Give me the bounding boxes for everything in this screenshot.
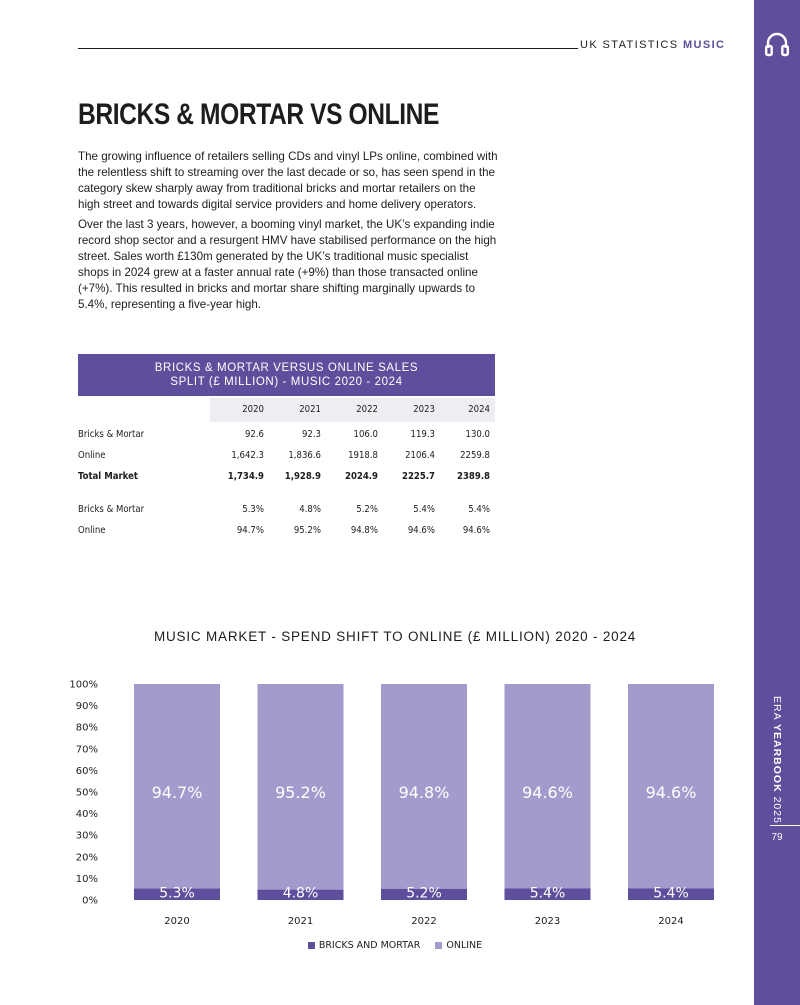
sidebar — [754, 0, 800, 1005]
table-cell: 2106.4 — [405, 450, 435, 461]
y-tick-label: 40% — [75, 809, 98, 821]
section-label — [580, 39, 725, 51]
headphones-icon — [764, 30, 790, 58]
section-label-text: UK STATISTICS — [580, 39, 679, 51]
legend-label: BRICKS AND MORTAR — [318, 940, 421, 951]
table-title-line: BRICKS & MORTAR VERSUS ONLINE SALES — [154, 362, 419, 374]
brand-prefix: ERA — [771, 696, 783, 721]
table-cell: 2259.8 — [460, 450, 490, 461]
year-header: 2022 — [356, 404, 378, 415]
data-label-bricks: 5.4% — [529, 885, 566, 902]
table-title-line: SPLIT (£ MILLION) - MUSIC 2020 - 2024 — [170, 376, 403, 388]
table-cell: 5.4% — [468, 504, 490, 515]
intro-paragraph: The growing influence of retailers selling CDs and vinyl LPs online, combined with the relentless shift to streaming over the last decade or so, has seen spend in the category skew sharply away from traditional bricks and mortar retailers on the high street and towards digital service providers and home delivery operators. — [78, 150, 498, 211]
y-tick-label: 20% — [75, 852, 98, 864]
legend-label: ONLINE — [446, 940, 483, 951]
intro-paragraph: Over the last 3 years, however, a booming vinyl market, the UK’s expanding indie record shop sector and a resurgent HMV have stabilised performance on the high street. Sales worth £130m generated by the UK’s traditional music specialist shops in 2024 grew at a faster annual rate (+9%) than those transacted online (+7%). This resulted in bricks and mortar share shifting marginally upwards to 5.4%, representing a five-year high. — [78, 218, 497, 311]
x-tick-label: 2022 — [411, 916, 437, 927]
chart-legend — [0, 940, 790, 951]
year-header: 2020 — [242, 404, 264, 415]
data-label-bricks: 5.4% — [653, 885, 689, 902]
data-label-bricks: 4.8% — [282, 885, 319, 902]
section-label-accent: MUSIC — [682, 39, 726, 51]
table-cell: 119.3 — [410, 429, 435, 440]
data-label-online: 94.8% — [398, 783, 450, 802]
table-cell: 92.6 — [244, 429, 264, 440]
table-cell: 1918.8 — [348, 450, 378, 461]
y-tick-label: 50% — [75, 787, 98, 799]
data-label-bricks: 5.3% — [159, 885, 195, 902]
row-label: Online — [78, 525, 106, 536]
y-tick-label: 10% — [75, 873, 98, 885]
brand-vertical — [762, 696, 792, 824]
y-tick-label: 90% — [75, 701, 98, 713]
data-label-online: 95.2% — [275, 783, 326, 802]
legend-swatch-online — [435, 942, 442, 949]
table-cell: 94.6% — [407, 525, 435, 536]
legend-swatch-bricks — [308, 942, 315, 949]
intro-text — [78, 149, 498, 317]
year-header: 2024 — [468, 404, 490, 415]
row-label: Online — [78, 450, 106, 461]
table-cell: 94.7% — [236, 525, 264, 536]
table-cell: 5.3% — [242, 504, 264, 515]
y-tick-label: 30% — [75, 830, 98, 842]
row-label: Bricks & Mortar — [78, 429, 145, 440]
y-tick-label: 60% — [75, 765, 98, 777]
table-cell: 1,734.9 — [227, 471, 264, 482]
page-title: BRICKS & MORTAR VS ONLINE — [78, 98, 440, 131]
year-header: 2023 — [413, 404, 435, 415]
row-label: Total Market — [78, 471, 138, 482]
row-label: Bricks & Mortar — [78, 504, 145, 515]
page-number: 79 — [771, 832, 783, 843]
y-tick-label: 100% — [69, 679, 98, 691]
table-cell: 94.8% — [350, 525, 378, 536]
data-label-online: 94.6% — [522, 783, 573, 802]
table-header-row — [78, 404, 495, 420]
y-tick-label: 0% — [82, 895, 98, 907]
legend-item-bricks — [308, 940, 421, 951]
brand-name: YEARBOOK — [771, 723, 783, 793]
table-cell: 95.2% — [293, 525, 321, 536]
brand-year: 2025 — [771, 796, 783, 824]
table-row — [78, 504, 495, 520]
table-cell: 2024.9 — [345, 471, 378, 482]
x-tick-label: 2020 — [164, 916, 190, 927]
table-cell: 92.3 — [301, 429, 321, 440]
legend-item-online — [435, 940, 482, 951]
sidebar-rule — [770, 825, 800, 826]
table-cell: 5.2% — [356, 504, 378, 515]
table-cell: 5.4% — [413, 504, 435, 515]
y-tick-label: 80% — [75, 722, 98, 734]
x-tick-label: 2023 — [534, 916, 561, 927]
stacked-bar-chart — [0, 670, 754, 932]
table-cell: 1,928.9 — [284, 471, 321, 482]
table-cell: 4.8% — [299, 504, 321, 515]
y-tick-label: 70% — [75, 744, 98, 756]
x-tick-label: 2021 — [287, 916, 314, 927]
table-cell: 94.6% — [462, 525, 490, 536]
x-tick-label: 2024 — [658, 916, 684, 927]
table-cell: 1,836.6 — [288, 450, 321, 461]
table-cell: 2389.8 — [457, 471, 490, 482]
data-label-online: 94.7% — [151, 783, 203, 802]
table-row — [78, 429, 495, 445]
table-cell: 1,642.3 — [231, 450, 264, 461]
header-rule — [78, 48, 578, 49]
table-cell: 130.0 — [465, 429, 490, 440]
table-row — [78, 525, 495, 541]
data-label-bricks: 5.2% — [406, 885, 442, 902]
data-label-online: 94.6% — [645, 783, 697, 802]
table-cell: 106.0 — [353, 429, 378, 440]
chart-title: MUSIC MARKET - SPEND SHIFT TO ONLINE (£ MILLION) 2020 - 2024 — [153, 629, 637, 644]
year-header: 2021 — [299, 404, 321, 415]
table-row-total — [78, 471, 495, 487]
table-row — [78, 450, 495, 466]
table-cell: 2225.7 — [402, 471, 435, 482]
table-title — [78, 354, 495, 396]
